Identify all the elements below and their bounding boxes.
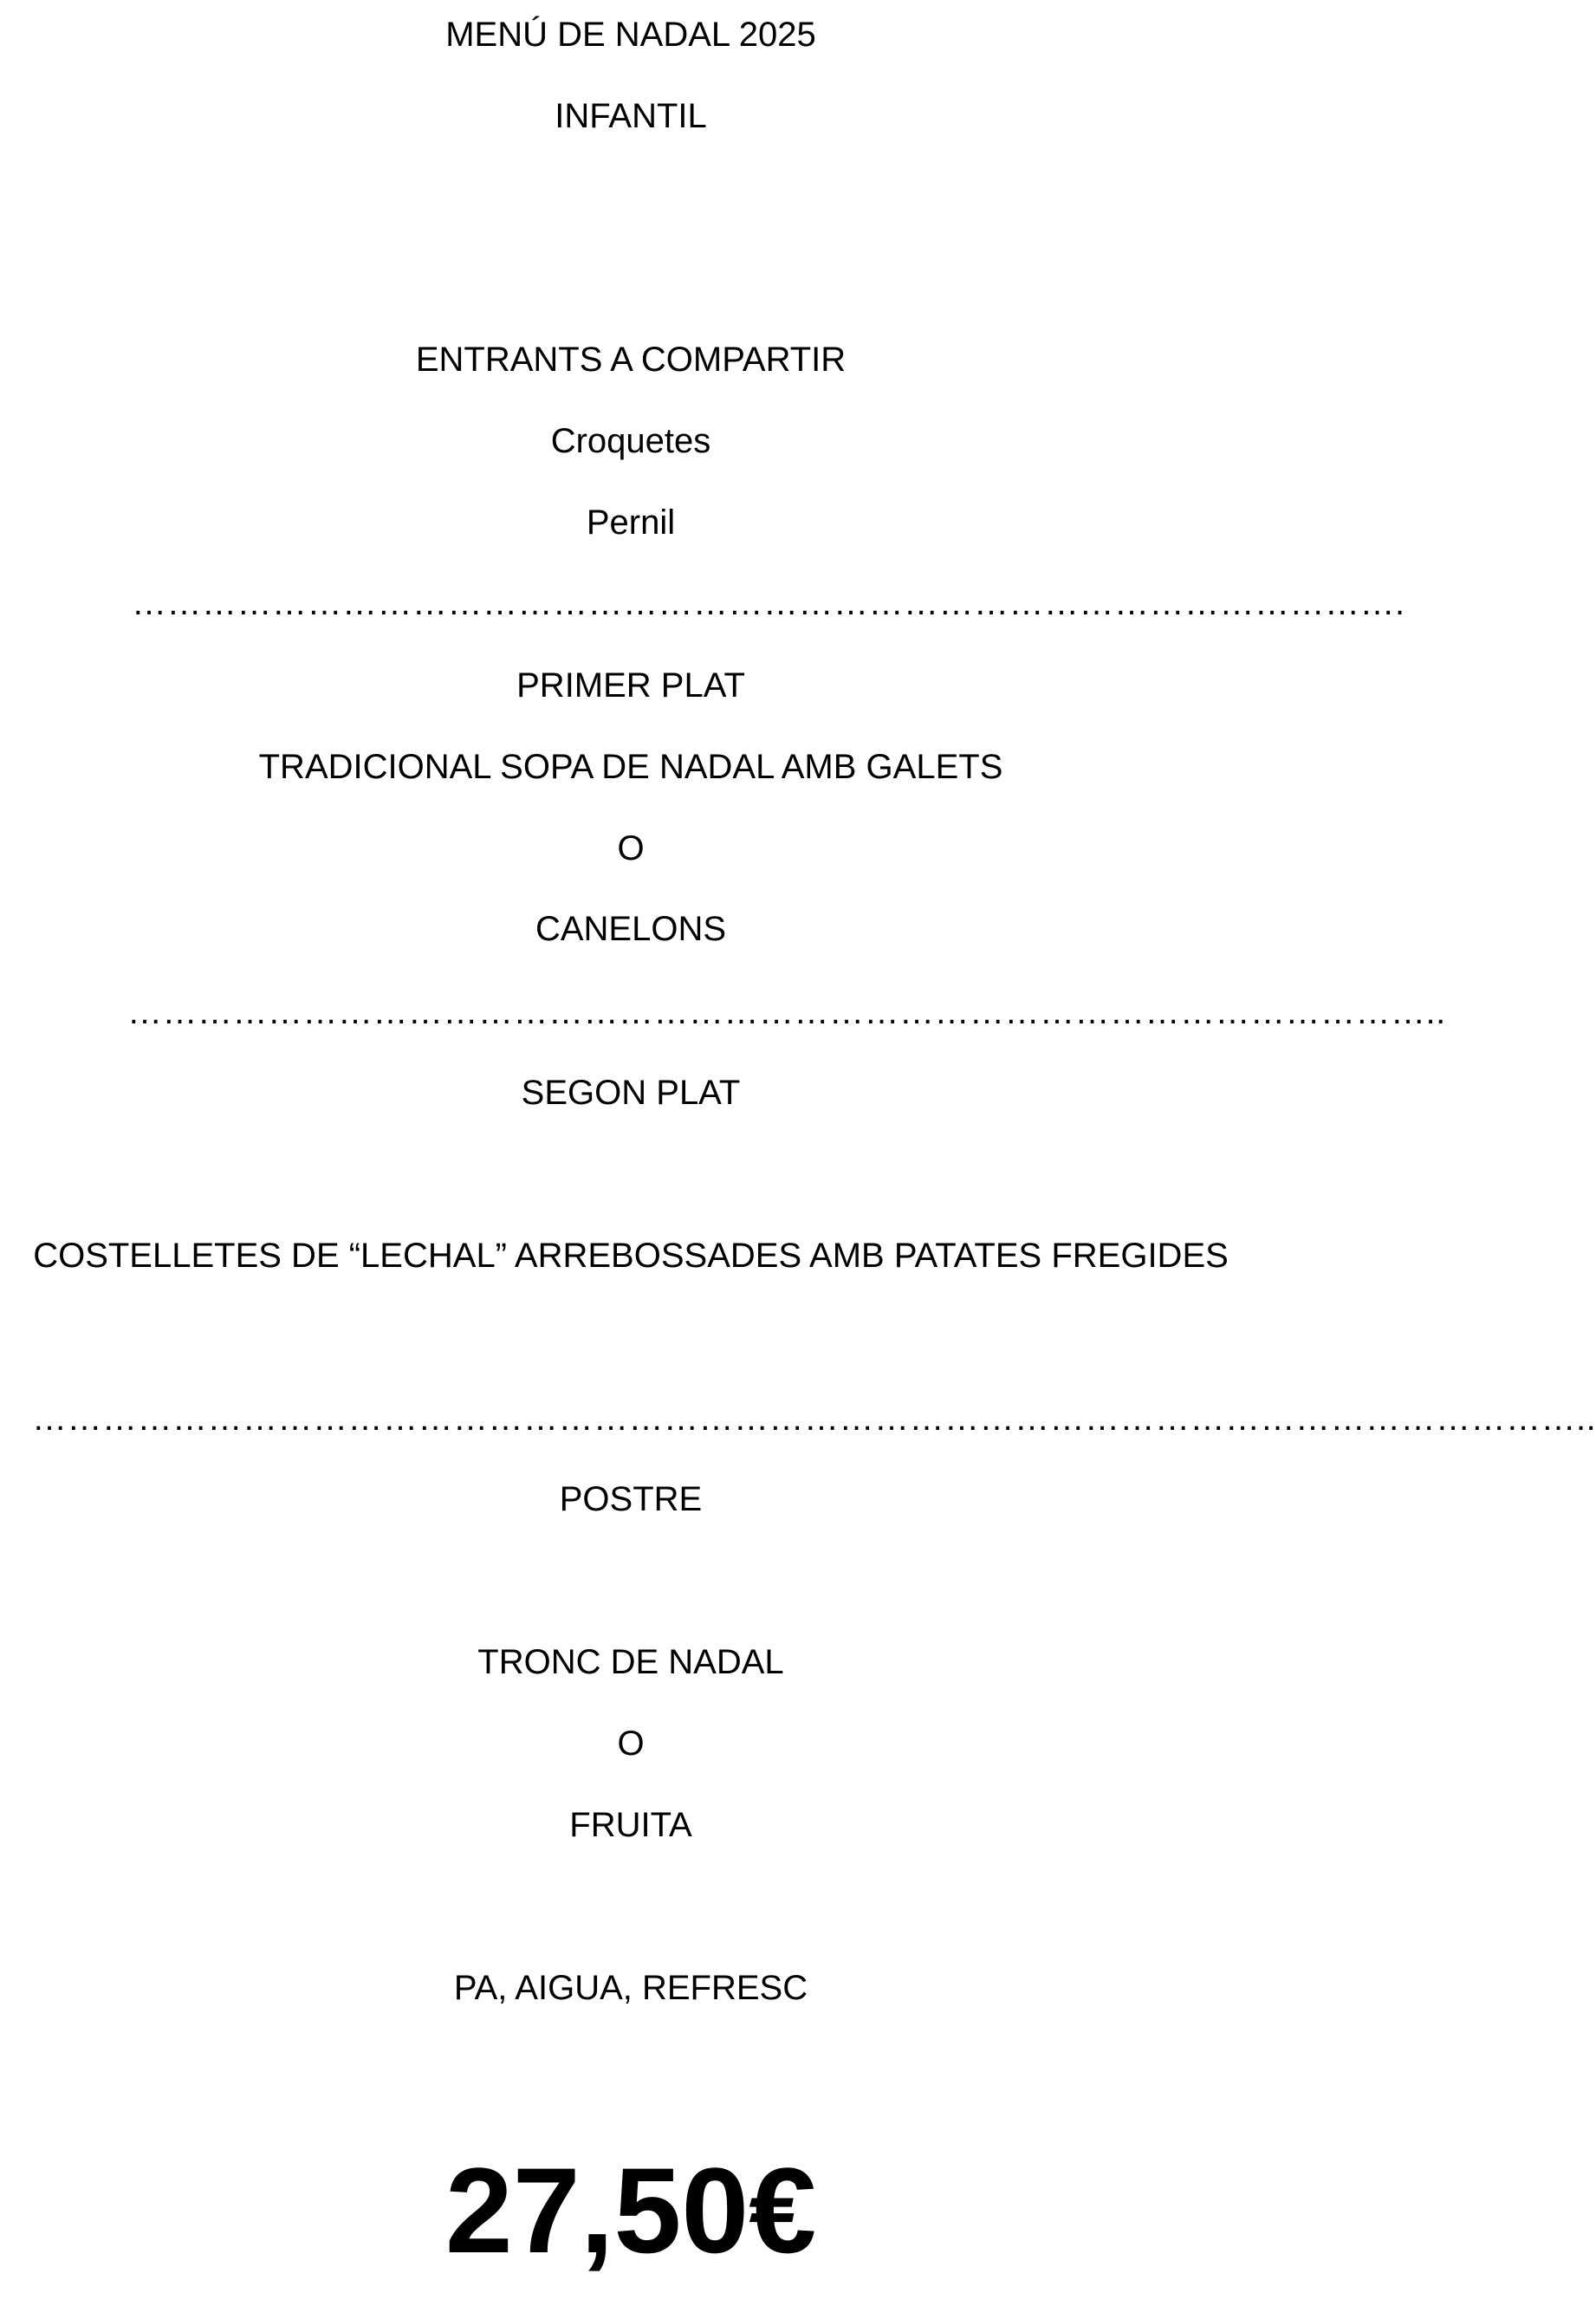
dessert-option: TRONC DE NADAL xyxy=(477,1643,784,1681)
dessert-heading: POSTRE xyxy=(559,1480,703,1518)
starter-item: Pernil xyxy=(586,503,676,542)
first-course-heading: PRIMER PLAT xyxy=(516,666,745,705)
menu-price: 27,50€ xyxy=(444,2142,817,2278)
second-course-heading: SEGON PLAT xyxy=(521,1074,741,1112)
starter-item: Croquetes xyxy=(550,422,711,460)
dessert-option: FRUITA xyxy=(569,1806,692,1844)
drinks-line: PA, AIGUA, REFRESC xyxy=(453,1969,808,2007)
menu-subtitle: INFANTIL xyxy=(555,97,707,135)
first-course-option: CANELONS xyxy=(535,910,727,948)
dessert-or: O xyxy=(617,1725,645,1763)
separator: …………………………………………………………………………………………………………………….. xyxy=(32,1400,1596,1438)
menu-title: MENÚ DE NADAL 2025 xyxy=(445,16,816,54)
first-course-option: TRADICIONAL SOPA DE NADAL AMB GALETS xyxy=(258,748,1003,786)
separator: ………………………………………………………………………………………………. xyxy=(132,584,1405,622)
starters-heading: ENTRANTS A COMPARTIR xyxy=(415,341,847,379)
first-course-or: O xyxy=(617,829,645,867)
separator: ………………………………………………………………………………………………….. xyxy=(127,993,1446,1031)
second-course-item: COSTELLETES DE “LECHAL” ARREBOSSADES AMB PATATES FREGIDES xyxy=(33,1237,1229,1275)
